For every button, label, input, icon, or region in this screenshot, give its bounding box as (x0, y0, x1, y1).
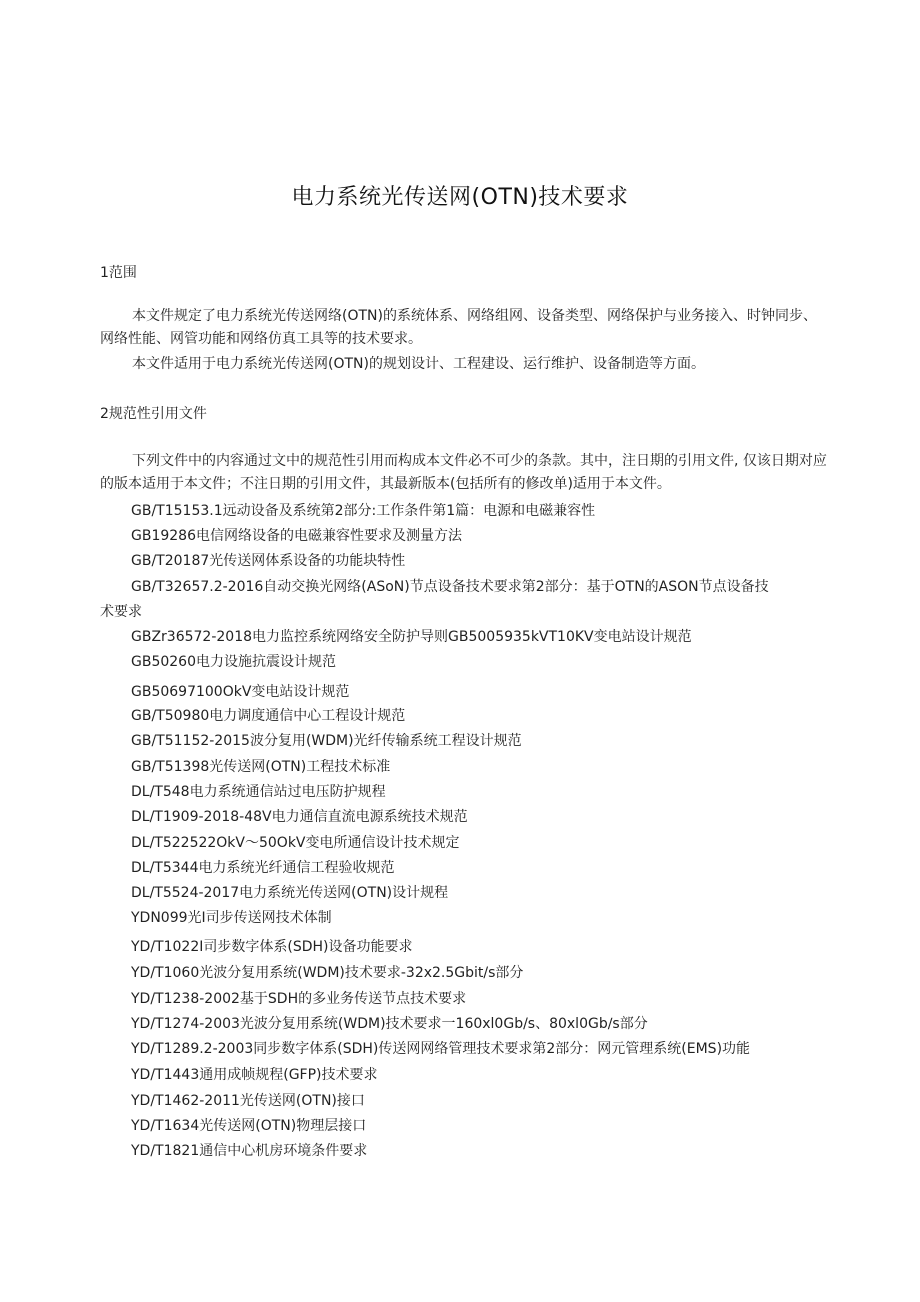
reference-item: YD/T1238-2002基于SDH的多业务传送节点技术要求 (131, 991, 467, 1007)
scope-paragraph-1: 本文件规定了电力系统光传送网络(OTN)的系统体系、网络组网、设备类型、网络保护与业务接入、时钟同步、网络性能、网管功能和网络仿真工具等的技术要求。 (100, 308, 817, 347)
scope-paragraph-2: 本文件适用于电力系统光传送网(OTN)的规划设计、工程建设、运行维护、设备制造等方面。 (132, 356, 705, 372)
reference-item: DL/T1909-2018-48V电力通信直流电源系统技术规范 (131, 809, 468, 825)
reference-item: DL/T548电力系统通信站过电压防护规程 (131, 784, 386, 800)
reference-item: GB/T50980电力调度通信中心工程设计规范 (131, 708, 406, 724)
reference-item: GB50697100OkV变电站设计规范 (131, 684, 350, 700)
reference-item: YDN099光I司步传送网技术体制 (131, 910, 332, 926)
document-title: 电力系统光传送网(OTN)技术要求 (291, 185, 629, 210)
reference-item: GB/T32657.2-2016自动交换光网络(ASoN)节点设备技术要求第2部分：基于OTN的ASON节点设备技 (131, 579, 769, 595)
reference-item: GB19286电信网络设备的电磁兼容性要求及测量方法 (131, 528, 462, 544)
reference-item: YD/T1022I司步数字体系(SDH)设备功能要求 (131, 939, 413, 955)
reference-item: YD/T1443通用成帧规程(GFP)技术要求 (131, 1067, 378, 1083)
reference-item: YD/T1274-2003光波分复用系统(WDM)技术要求一160xl0Gb/s、80xl0Gb∕s部分 (131, 1016, 648, 1032)
reference-item: GBZr36572-2018电力监控系统网络安全防护导则GB5005935kVT10KV变电站设计规范 (131, 629, 692, 645)
reference-item: DL/T5524-2017电力系统光传送网(OTN)设计规程 (131, 885, 449, 901)
normative-intro-paragraph: 下列文件中的内容通过文中的规范性引用而构成本文件必不可少的条款。其中，注日期的引用文件, 仅该日期对应的版本适用于本文件；不注日期的引用文件，其最新版本(包括所有的修改单)适用于本文件。 (100, 453, 827, 492)
reference-item: YD/T1462-2011光传送网(OTN)接口 (131, 1093, 365, 1109)
reference-item: DL/T522522OkV～50OkV变电所通信设计技术规定 (131, 835, 460, 851)
reference-item: GB/T51398光传送网(OTN)工程技术标准 (131, 759, 391, 775)
reference-item: DL/T5344电力系统光纤通信工程验收规范 (131, 860, 395, 876)
reference-item-continuation: 术要求 (100, 604, 142, 620)
reference-item: GB/T20187光传送网体系设备的功能块特性 (131, 553, 406, 569)
section-1-heading: 1范围 (100, 265, 137, 281)
reference-item: YD/T1634光传送网(OTN)物理层接口 (131, 1118, 367, 1134)
section-2-heading: 2规范性引用文件 (100, 406, 207, 422)
reference-item: YD/T1289.2-2003同步数字体系(SDH)传送网网络管理技术要求第2部分：网元管理系统(EMS)功能 (131, 1041, 751, 1057)
reference-item: GB50260电力设施抗震设计规范 (131, 654, 336, 670)
reference-item: YD/T1821通信中心机房环境条件要求 (131, 1143, 368, 1159)
reference-item: GB/T51152-2015波分复用(WDM)光纤传输系统工程设计规范 (131, 733, 522, 749)
reference-item: YD/T1060光波分复用系统(WDM)技术要求-32x2.5Gbit/s部分 (131, 965, 524, 981)
reference-item: GB/T15153.1远动设备及系统第2部分:工作条件第1篇：电源和电磁兼容性 (131, 503, 596, 519)
